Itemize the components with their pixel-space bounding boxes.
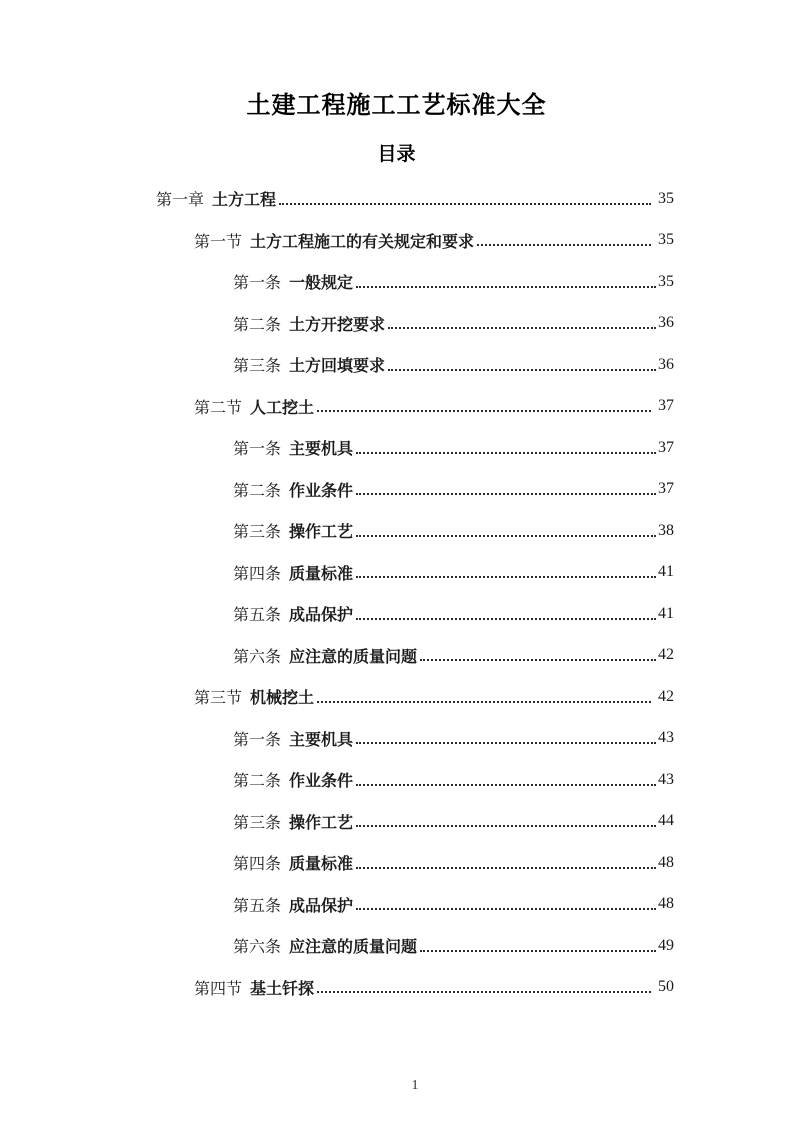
- toc-entry-page: 43: [658, 770, 674, 788]
- dot-leader: [279, 203, 651, 205]
- toc-entry[interactable]: [156, 261, 674, 303]
- toc-entry-page: 48: [658, 853, 674, 871]
- toc-entry-label: 第二条: [233, 316, 282, 334]
- toc-entry-page: 36: [658, 314, 674, 332]
- toc-entry-title: 一般规定: [289, 275, 354, 293]
- dot-leader: [356, 867, 656, 869]
- toc-heading: 目录: [377, 144, 416, 165]
- dot-leader: [356, 618, 656, 620]
- toc-entry-label: 第六条: [233, 648, 282, 666]
- toc-entry[interactable]: [156, 510, 674, 552]
- toc-entry-page: 37: [658, 438, 674, 456]
- toc-entry-page: 42: [658, 646, 674, 664]
- toc-entry-title: 基土钎探: [250, 980, 315, 998]
- toc-entry[interactable]: [156, 303, 674, 345]
- toc-entry-title: 土方工程: [212, 192, 277, 210]
- toc-entry-page: 42: [658, 687, 674, 705]
- dot-leader: [356, 742, 656, 744]
- toc-entry-title: 质量标准: [289, 565, 354, 583]
- footer-page-number: 1: [411, 1078, 419, 1093]
- toc-entry-page: 48: [658, 895, 674, 913]
- toc-entry-label: 第四节: [194, 980, 243, 998]
- dot-leader: [356, 784, 656, 786]
- toc-entry-page: 41: [658, 604, 674, 622]
- toc-entry-page: 38: [658, 521, 674, 539]
- toc-entry[interactable]: [156, 842, 674, 884]
- toc-entry-page: 50: [658, 978, 674, 996]
- toc-entry-page: 43: [658, 729, 674, 747]
- toc-entry-label: 第四条: [233, 565, 282, 583]
- toc-entry-label: 第一条: [233, 275, 282, 293]
- toc-entry[interactable]: [156, 552, 674, 594]
- toc-entry-page: 36: [658, 355, 674, 373]
- toc-entry-label: 第三条: [233, 814, 282, 832]
- toc-entry-title: 操作工艺: [289, 814, 354, 832]
- toc-entry-page: 37: [658, 397, 674, 415]
- toc-entry-label: 第二条: [233, 773, 282, 791]
- dot-leader: [356, 825, 656, 827]
- dot-leader: [356, 452, 656, 454]
- toc-entry-title: 作业条件: [289, 773, 354, 791]
- toc-entry-page: 44: [658, 812, 674, 830]
- toc-entry-label: 第六条: [233, 939, 282, 957]
- toc-entry[interactable]: [156, 635, 674, 677]
- dot-leader: [317, 991, 651, 993]
- toc-entry[interactable]: [156, 469, 674, 511]
- toc-entry[interactable]: [156, 676, 674, 718]
- dot-leader: [317, 701, 651, 703]
- toc-entry[interactable]: [156, 593, 674, 635]
- dot-leader: [356, 908, 656, 910]
- toc-entry[interactable]: [156, 178, 674, 220]
- dot-leader: [388, 327, 656, 329]
- toc-entry[interactable]: [156, 967, 674, 1009]
- toc-entry-label: 第五条: [233, 607, 282, 625]
- toc-entry-label: 第一章: [156, 192, 205, 210]
- toc-entry-title: 应注意的质量问题: [289, 648, 418, 666]
- toc-entry-label: 第一节: [194, 233, 243, 251]
- toc-entry-label: 第三条: [233, 358, 282, 376]
- toc-entry[interactable]: [156, 925, 674, 967]
- toc-entry[interactable]: [156, 427, 674, 469]
- dot-leader: [356, 493, 656, 495]
- toc-entry-page: 41: [658, 563, 674, 581]
- toc-entry[interactable]: [156, 220, 674, 262]
- document-title: 土建工程施工工艺标准大全: [246, 92, 547, 119]
- dot-leader: [388, 369, 656, 371]
- toc-entry-title: 成品保护: [289, 897, 354, 915]
- toc-entry-title: 质量标准: [289, 856, 354, 874]
- toc-entry-label: 第一条: [233, 441, 282, 459]
- toc-entry-title: 人工挖土: [250, 399, 315, 417]
- toc-entry[interactable]: [156, 759, 674, 801]
- toc-entry-label: 第二条: [233, 482, 282, 500]
- toc-entry-page: 35: [658, 272, 674, 290]
- toc-entry-label: 第二节: [194, 399, 243, 417]
- toc-entry-page: 35: [658, 231, 674, 249]
- toc-entry[interactable]: [156, 718, 674, 760]
- toc-entry-title: 成品保护: [289, 607, 354, 625]
- toc-entry-title: 应注意的质量问题: [289, 939, 418, 957]
- dot-leader: [420, 950, 656, 952]
- dot-leader: [356, 576, 656, 578]
- toc-entry-page: 37: [658, 480, 674, 498]
- toc-entry-title: 作业条件: [289, 482, 354, 500]
- toc-entry-title: 机械挖土: [250, 690, 315, 708]
- toc-entry-label: 第三节: [194, 690, 243, 708]
- toc-entry-title: 土方工程施工的有关规定和要求: [250, 233, 475, 251]
- toc-entry-page: 49: [658, 936, 674, 954]
- toc-entry-title: 主要机具: [289, 731, 354, 749]
- toc-entry-label: 第四条: [233, 856, 282, 874]
- toc-entry-title: 土方回填要求: [289, 358, 386, 376]
- dot-leader: [356, 286, 656, 288]
- dot-leader: [356, 535, 656, 537]
- toc-entry-title: 操作工艺: [289, 524, 354, 542]
- toc-entry-page: 35: [658, 189, 674, 207]
- dot-leader: [420, 659, 656, 661]
- toc-entry-label: 第五条: [233, 897, 282, 915]
- toc-entry-label: 第一条: [233, 731, 282, 749]
- toc-entry-title: 主要机具: [289, 441, 354, 459]
- toc-entry-title: 土方开挖要求: [289, 316, 386, 334]
- toc-entry[interactable]: [156, 884, 674, 926]
- dot-leader: [477, 244, 651, 246]
- toc-list: [0, 178, 793, 1008]
- toc-entry[interactable]: [156, 386, 674, 428]
- dot-leader: [317, 410, 651, 412]
- toc-entry[interactable]: [156, 801, 674, 843]
- toc-entry[interactable]: [156, 344, 674, 386]
- toc-entry-label: 第三条: [233, 524, 282, 542]
